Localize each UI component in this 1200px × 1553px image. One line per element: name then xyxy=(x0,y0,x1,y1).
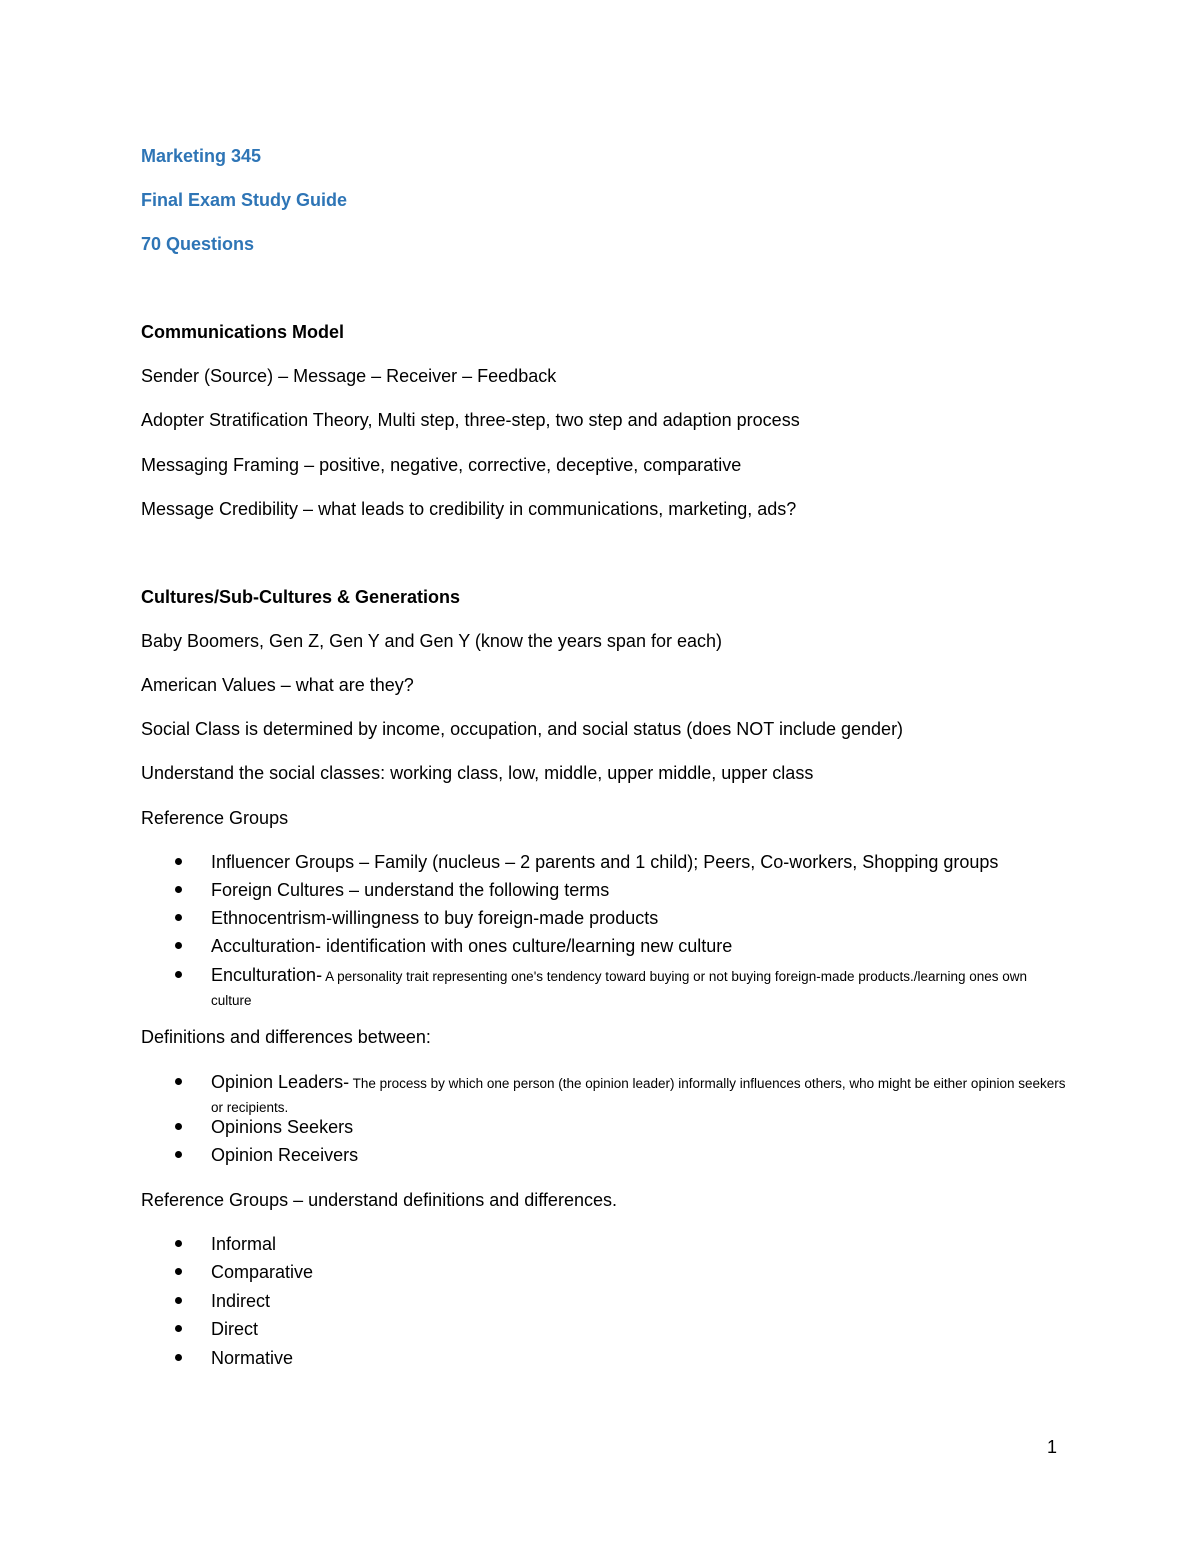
list-item: Opinions Seekers xyxy=(211,1117,354,1137)
page-number: 1 xyxy=(1047,1437,1058,1457)
text-line: Understand the social classes: working class, low, middle, upper middle, upper class xyxy=(141,763,814,783)
text-line: Messaging Framing – positive, negative, corrective, deceptive, comparative xyxy=(141,455,742,475)
text-line: Social Class is determined by income, occupation, and social status (does NOT include gender) xyxy=(141,719,904,739)
list-item: Acculturation- identification with ones culture/learning new culture xyxy=(211,936,733,956)
list-item: Direct xyxy=(211,1319,259,1339)
section-heading-communications: Communications Model xyxy=(141,322,345,342)
list-item: Influencer Groups – Family (nucleus – 2 parents and 1 child); Peers, Co-workers, Shopping groups xyxy=(211,852,999,872)
text-line: Adopter Stratification Theory, Multi step, three-step, two step and adaption process xyxy=(141,410,800,430)
enculturation-definition: A personality trait representing one's tendency toward buying or not buying foreign-made products./learning ones own culture xyxy=(211,969,1028,1008)
list-item-opinion-leaders xyxy=(211,1071,1071,1119)
list-item: Indirect xyxy=(211,1291,271,1311)
enculturation-term: Enculturation- xyxy=(211,965,323,985)
question-count: 70 Questions xyxy=(141,234,255,254)
list-item: Ethnocentrism-willingness to buy foreign-made products xyxy=(211,908,659,928)
text-line: Message Credibility – what leads to credibility in communications, marketing, ads? xyxy=(141,499,797,519)
text-line: American Values – what are they? xyxy=(141,675,414,695)
section-heading-reference-groups: Reference Groups – understand definitions and differences. xyxy=(141,1190,617,1210)
list-item: Opinion Receivers xyxy=(211,1145,359,1165)
list-item: Informal xyxy=(211,1234,277,1254)
list-item: Normative xyxy=(211,1348,294,1368)
list-item: Foreign Cultures – understand the following terms xyxy=(211,880,610,900)
opinion-leaders-term: Opinion Leaders- xyxy=(211,1072,350,1092)
guide-title: Final Exam Study Guide xyxy=(141,190,348,210)
list-item-enculturation xyxy=(211,964,1071,1012)
section-heading-definitions: Definitions and differences between: xyxy=(141,1027,431,1047)
text-line: Baby Boomers, Gen Z, Gen Y and Gen Y (know the years span for each) xyxy=(141,631,722,651)
text-line: Reference Groups xyxy=(141,808,289,828)
course-title: Marketing 345 xyxy=(141,146,262,166)
text-line: Sender (Source) – Message – Receiver – Feedback xyxy=(141,366,557,386)
opinion-leaders-definition: The process by which one person (the opinion leader) informally influences others, who might be either opinion seekers or recipients. xyxy=(211,1076,1066,1115)
section-heading-cultures: Cultures/Sub-Cultures & Generations xyxy=(141,587,461,607)
list-item: Comparative xyxy=(211,1262,314,1282)
